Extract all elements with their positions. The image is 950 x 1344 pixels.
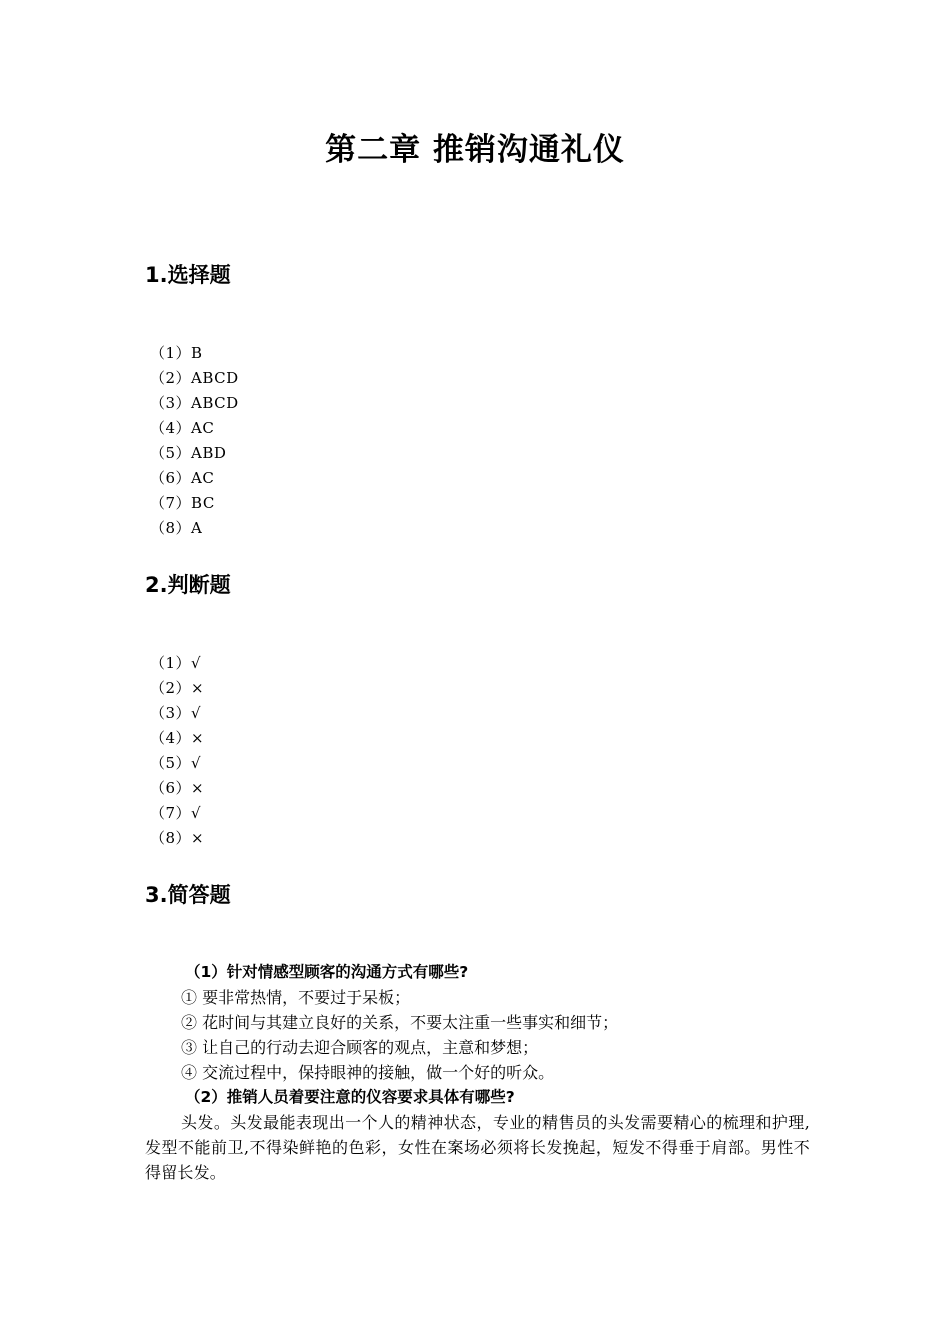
answer-paragraph: 头发。头发最能表现出一个人的精神状态，专业的精售员的头发需要精心的梳理和护理,发型不能前卫,不得染鲜艳的色彩，女性在案场必须将长发挽起，短发不得垂于肩部。男性不得留长发。 — [145, 1113, 810, 1182]
question-2: （2）推销人员着要注意的仪容要求具体有哪些? — [185, 1088, 515, 1106]
list-item: （5）√ — [150, 754, 202, 772]
answer-point: ② 花时间与其建立良好的关系，不要太注重一些事实和细节； — [181, 1013, 619, 1032]
answer-point: ④ 交流过程中，保持眼神的接触，做一个好的听众。 — [181, 1063, 555, 1082]
list-item: （6）AC — [150, 469, 215, 487]
list-item: （8）A — [150, 519, 203, 537]
list-item: （4）× — [150, 729, 205, 747]
list-item: （2）× — [150, 679, 205, 697]
list-item: （4）AC — [150, 419, 215, 437]
list-item: （8）× — [150, 829, 205, 847]
list-item: （2）ABCD — [150, 369, 239, 387]
list-item: （1）√ — [150, 654, 202, 672]
section-heading-choice: 1.选择题 — [145, 263, 231, 287]
list-item: （3）ABCD — [150, 394, 239, 412]
list-item: （7）BC — [150, 494, 215, 512]
section-heading-judgment: 2.判断题 — [145, 573, 231, 597]
short-answer-body — [145, 960, 810, 1185]
list-item: （6）× — [150, 779, 205, 797]
chapter-title: 第二章 推销沟通礼仪 — [325, 132, 625, 168]
question-1: （1）针对情感型顾客的沟通方式有哪些? — [185, 963, 469, 981]
answer-point: ③ 让自己的行动去迎合顾客的观点，主意和梦想； — [181, 1038, 539, 1057]
list-item: （1）B — [150, 344, 203, 362]
list-item: （5）ABD — [150, 444, 227, 462]
choice-answer-list — [150, 341, 239, 541]
judgment-answer-list — [150, 651, 204, 851]
list-item: （3）√ — [150, 704, 202, 722]
section-heading-short-answer: 3.简答题 — [145, 883, 231, 907]
answer-point: ① 要非常热情，不要过于呆板； — [181, 988, 411, 1007]
list-item: （7）√ — [150, 804, 202, 822]
